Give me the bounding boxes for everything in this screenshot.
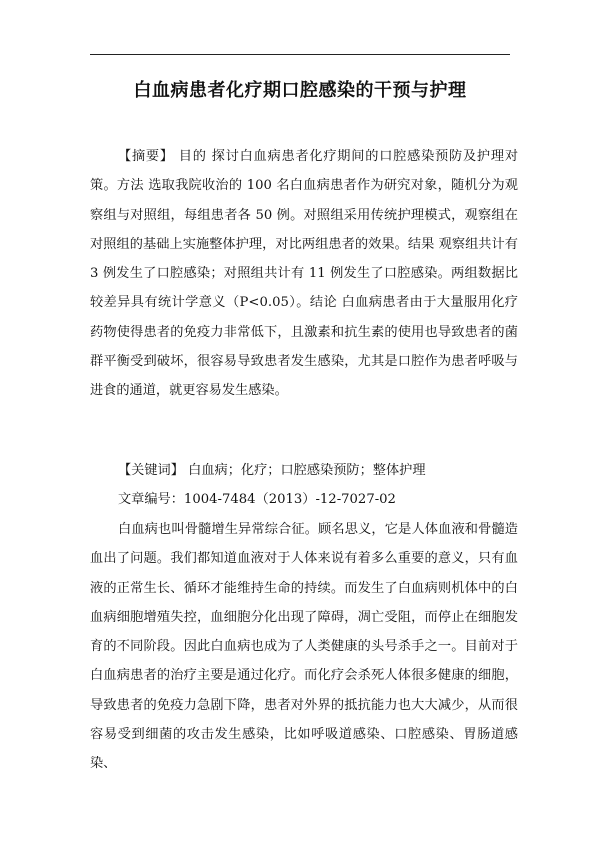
article-title: 白血病患者化疗期口腔感染的干预与护理 [133, 80, 467, 101]
abstract-text: 目的 探讨白血病患者化疗期间的口腔感染预防及护理对策。方法 选取我院收治的 100 名白血病患者作为研究对象，随机分为观察组与对照组，每组患者各 50 例。对照组采用传统护理模式，观察组在对照组的基础上实施整体护理，对比两组患者的效果。结果 观察组共计有 3 例发生了口腔感染；对照组共计有 11 例发生了口腔感染。两组数据比较差异具有统计学意义（P<0.05）。结论 白血病患者由于大量服用化疗药物使得患者的免疫力非常低下，且激素和抗生素的使用也导致患者的菌群平衡受到破坏，很容易导致患者发生感染，尤其是口腔作为患者呼吸与进食的通道，就更容易发生感染。 [90, 149, 519, 399]
abstract-label: 【摘要】 [118, 149, 174, 164]
abstract-paragraph [90, 142, 518, 406]
header-rule [90, 54, 510, 55]
body-paragraph: 白血病也叫骨髓增生异常综合征。顾名思义，它是人体血液和骨髓造血出了问题。我们都知道血液对于人体来说有着多么重要的意义，只有血液的正常生长、循环才能维持生命的持续。而发生了白血病则机体中的白血病细胞增殖失控，血细胞分化出现了障碍，凋亡受阻，而停止在细胞发育的不同阶段。因此白血病也成为了人类健康的头号杀手之一。目前对于白血病患者的治疗主要是通过化疗。而化疗会杀死人体很多健康的细胞，导致患者的免疫力急剧下降，患者对外界的抵抗能力也大大减少，从而很容易受到细菌的攻击发生感染，比如呼吸道感染、口腔感染、胃肠道感染、 [90, 522, 518, 772]
keywords-text: 白血病；化疗；口腔感染预防；整体护理 [183, 463, 426, 478]
article-number: 文章编号：1004-7484（2013）-12-7027-02 [118, 492, 396, 507]
keywords-line [90, 456, 518, 485]
keywords-label: 【关键词】 [118, 463, 184, 478]
